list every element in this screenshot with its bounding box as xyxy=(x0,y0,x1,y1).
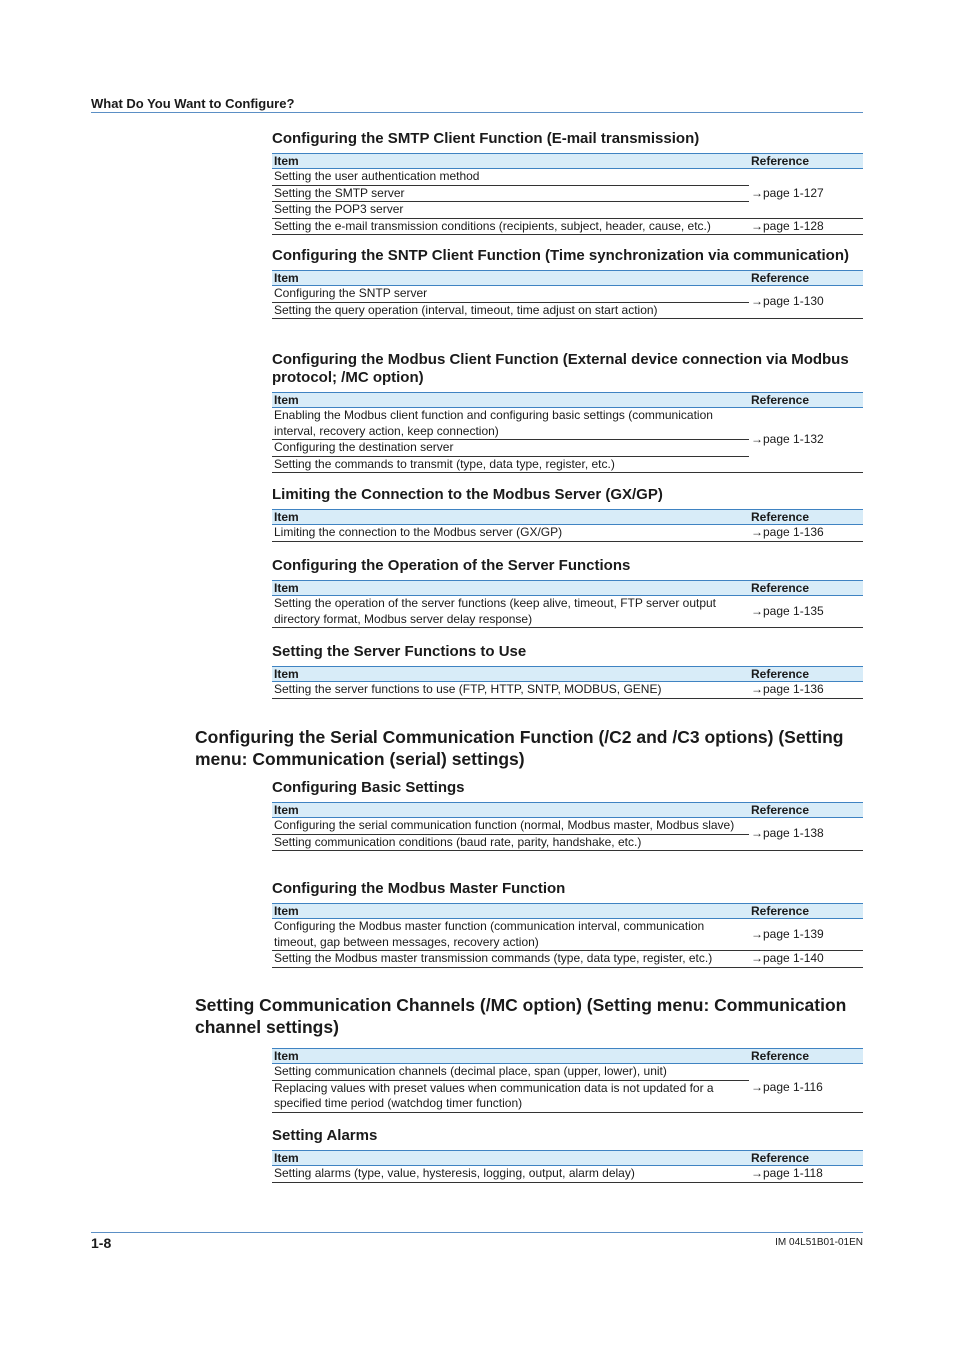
col-header-reference: Reference xyxy=(749,581,863,596)
section-smtp xyxy=(272,130,863,235)
col-header-reference: Reference xyxy=(749,393,863,408)
reference-table xyxy=(272,580,863,628)
reference-table xyxy=(272,392,863,473)
reference-table xyxy=(272,153,863,235)
table-row: Setting communication conditions (baud rate, parity, handshake, etc.) xyxy=(272,834,749,851)
page-reference-link[interactable]: →page 1-139 xyxy=(749,919,863,951)
page-reference-link[interactable]: →page 1-135 xyxy=(749,596,863,628)
table-row: Setting the server functions to use (FTP, HTTP, SNTP, MODBUS, GENE) xyxy=(272,682,749,699)
section-sntp xyxy=(272,247,863,319)
col-header-reference: Reference xyxy=(749,154,863,169)
major-heading-serial: Configuring the Serial Communication Function (/C2 and /C3 options) (Setting menu: Communication (serial) settings) xyxy=(195,727,844,769)
table-row: Configuring the Modbus master function (communication interval, communication timeout, gap between messages, recovery action) xyxy=(272,919,749,951)
table-row: Configuring the serial communication function (normal, Modbus master, Modbus slave) xyxy=(272,818,749,835)
section-title: Configuring the Modbus Master Function xyxy=(272,880,566,897)
section-channels xyxy=(272,1043,863,1113)
table-row: Setting alarms (type, value, hysteresis, logging, output, alarm delay) xyxy=(272,1166,749,1183)
page-reference-link[interactable]: →page 1-136 xyxy=(749,525,863,542)
reference-table xyxy=(272,509,863,542)
table-row: Configuring the SNTP server xyxy=(272,286,749,303)
col-header-reference: Reference xyxy=(749,904,863,919)
col-header-reference: Reference xyxy=(749,510,863,525)
table-row: Replacing values with preset values when communication data is not updated for a specified time period (watchdog timer function) xyxy=(272,1080,749,1112)
reference-table xyxy=(272,1048,863,1113)
col-header-item: Item xyxy=(272,1049,749,1064)
col-header-reference: Reference xyxy=(749,667,863,682)
section-server-use xyxy=(272,643,863,699)
col-header-item: Item xyxy=(272,510,749,525)
col-header-item: Item xyxy=(272,271,749,286)
page-reference-link[interactable]: →page 1-127 xyxy=(749,169,863,219)
col-header-item: Item xyxy=(272,904,749,919)
section-modbus-master xyxy=(272,880,863,968)
page-reference-link[interactable]: →page 1-132 xyxy=(749,408,863,473)
section-title: Configuring the SNTP Client Function (Time synchronization via communication) xyxy=(272,247,849,264)
table-row: Setting the operation of the server functions (keep alive, timeout, FTP server output directory format, Modbus server delay response) xyxy=(272,596,749,628)
table-row: Setting the commands to transmit (type, data type, register, etc.) xyxy=(272,456,749,473)
col-header-reference: Reference xyxy=(749,1151,863,1166)
reference-table xyxy=(272,270,863,319)
table-row: Limiting the connection to the Modbus server (GX/GP) xyxy=(272,525,749,542)
major-heading-channels: Setting Communication Channels (/MC option) (Setting menu: Communication channel settings) xyxy=(195,995,847,1037)
table-row: Setting the Modbus master transmission commands (type, data type, register, etc.) xyxy=(272,951,749,968)
section-title: Configuring Basic Settings xyxy=(272,779,465,796)
page-reference-link[interactable]: →page 1-128 xyxy=(749,218,863,235)
page-reference-link[interactable]: →page 1-116 xyxy=(749,1064,863,1113)
section-title: Limiting the Connection to the Modbus Server (GX/GP) xyxy=(272,486,663,503)
page-number: 1-8 xyxy=(91,1235,112,1251)
col-header-reference: Reference xyxy=(749,1049,863,1064)
reference-table xyxy=(272,1150,863,1183)
col-header-item: Item xyxy=(272,154,749,169)
table-row: Setting the SMTP server xyxy=(272,185,749,202)
table-row: Configuring the destination server xyxy=(272,440,749,457)
page-reference-link[interactable]: →page 1-130 xyxy=(749,286,863,319)
page-header-title: What Do You Want to Configure? xyxy=(91,96,863,113)
col-header-reference: Reference xyxy=(749,803,863,818)
page-reference-link[interactable]: →page 1-118 xyxy=(749,1166,863,1183)
section-title: Configuring the SMTP Client Function (E-mail transmission) xyxy=(272,130,700,147)
col-header-item: Item xyxy=(272,393,749,408)
table-row: Enabling the Modbus client function and configuring basic settings (communication interval, recovery action, keep connection) xyxy=(272,408,749,440)
section-server-operation xyxy=(272,557,863,628)
section-title: Configuring the Operation of the Server Functions xyxy=(272,557,631,574)
section-modbus-client xyxy=(272,351,863,473)
col-header-item: Item xyxy=(272,581,749,596)
table-row: Setting communication channels (decimal place, span (upper, lower), unit) xyxy=(272,1064,749,1081)
page-footer xyxy=(91,1232,863,1251)
table-row: Setting the query operation (interval, timeout, time adjust on start action) xyxy=(272,302,749,319)
section-basic-settings xyxy=(272,779,863,851)
page-reference-link[interactable]: →page 1-136 xyxy=(749,682,863,699)
reference-table xyxy=(272,903,863,968)
section-alarms xyxy=(272,1127,863,1183)
section-title: Setting the Server Functions to Use xyxy=(272,643,527,660)
col-header-reference: Reference xyxy=(749,271,863,286)
document-id: IM 04L51B01-01EN xyxy=(775,1237,863,1248)
reference-table xyxy=(272,666,863,699)
section-title: Setting Alarms xyxy=(272,1127,378,1144)
table-row: Setting the e-mail transmission conditions (recipients, subject, header, cause, etc.) xyxy=(272,218,749,235)
col-header-item: Item xyxy=(272,1151,749,1166)
reference-table xyxy=(272,802,863,851)
section-limit-connection xyxy=(272,486,863,542)
table-row: Setting the user authentication method xyxy=(272,169,749,186)
col-header-item: Item xyxy=(272,803,749,818)
table-row: Setting the POP3 server xyxy=(272,202,749,219)
page-reference-link[interactable]: →page 1-138 xyxy=(749,818,863,851)
col-header-item: Item xyxy=(272,667,749,682)
page-reference-link[interactable]: →page 1-140 xyxy=(749,951,863,968)
section-title: Configuring the Modbus Client Function (External device connection via Modbus protocol; /MC option) xyxy=(272,351,849,386)
